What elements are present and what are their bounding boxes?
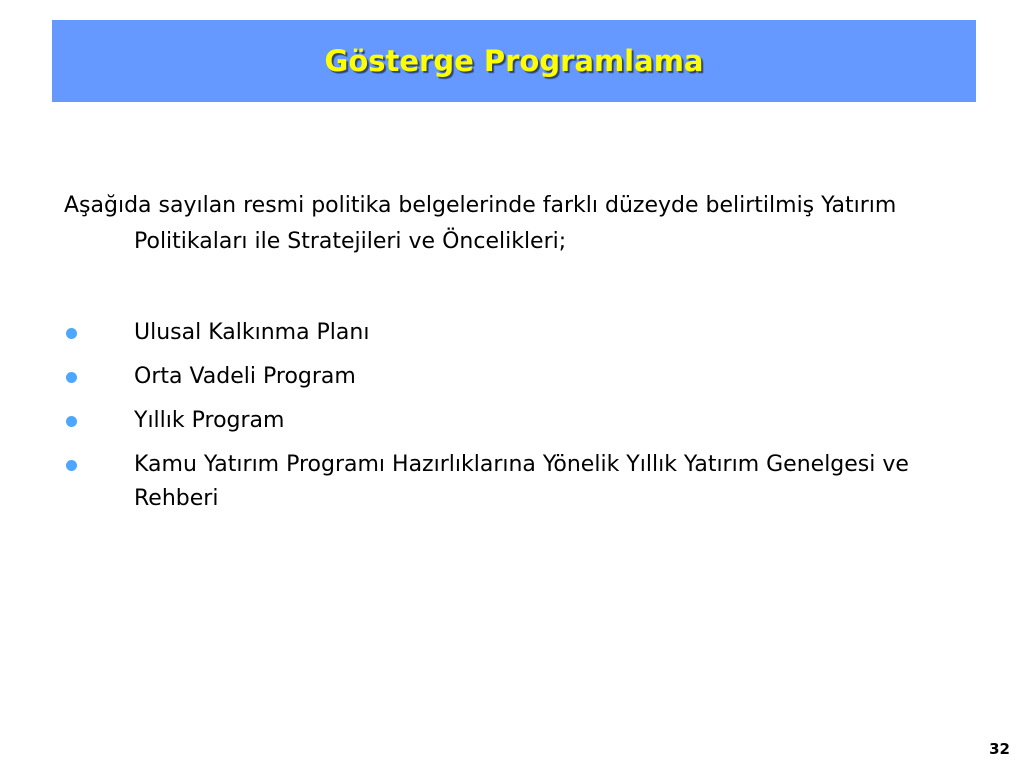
list-item [64, 360, 964, 394]
list-item [64, 448, 964, 516]
page-number: 32 [989, 740, 1010, 758]
bullet-list [64, 316, 964, 526]
slide-content [64, 188, 964, 511]
bullet-text: Orta Vadeli Program [134, 364, 356, 389]
list-item [64, 316, 964, 350]
bullet-text: Kamu Yatırım Programı Hazırlıklarına Yönelik Yıllık Yatırım Genelgesi ve Rehberi [134, 452, 909, 511]
bullet-icon [66, 328, 77, 339]
list-item [64, 404, 964, 438]
bullet-icon [66, 460, 77, 471]
bullet-icon [66, 372, 77, 383]
bullet-icon [66, 416, 77, 427]
slide-title: Gösterge Programlama [324, 44, 704, 78]
bullet-text: Yıllık Program [134, 408, 285, 433]
bullet-text: Ulusal Kalkınma Planı [134, 320, 370, 345]
title-banner [52, 20, 976, 102]
intro-paragraph: Aşağıda sayılan resmi politika belgelerinde farklı düzeyde belirtilmiş Yatırım Politikaları ile Stratejileri ve Öncelikleri; [64, 193, 897, 254]
